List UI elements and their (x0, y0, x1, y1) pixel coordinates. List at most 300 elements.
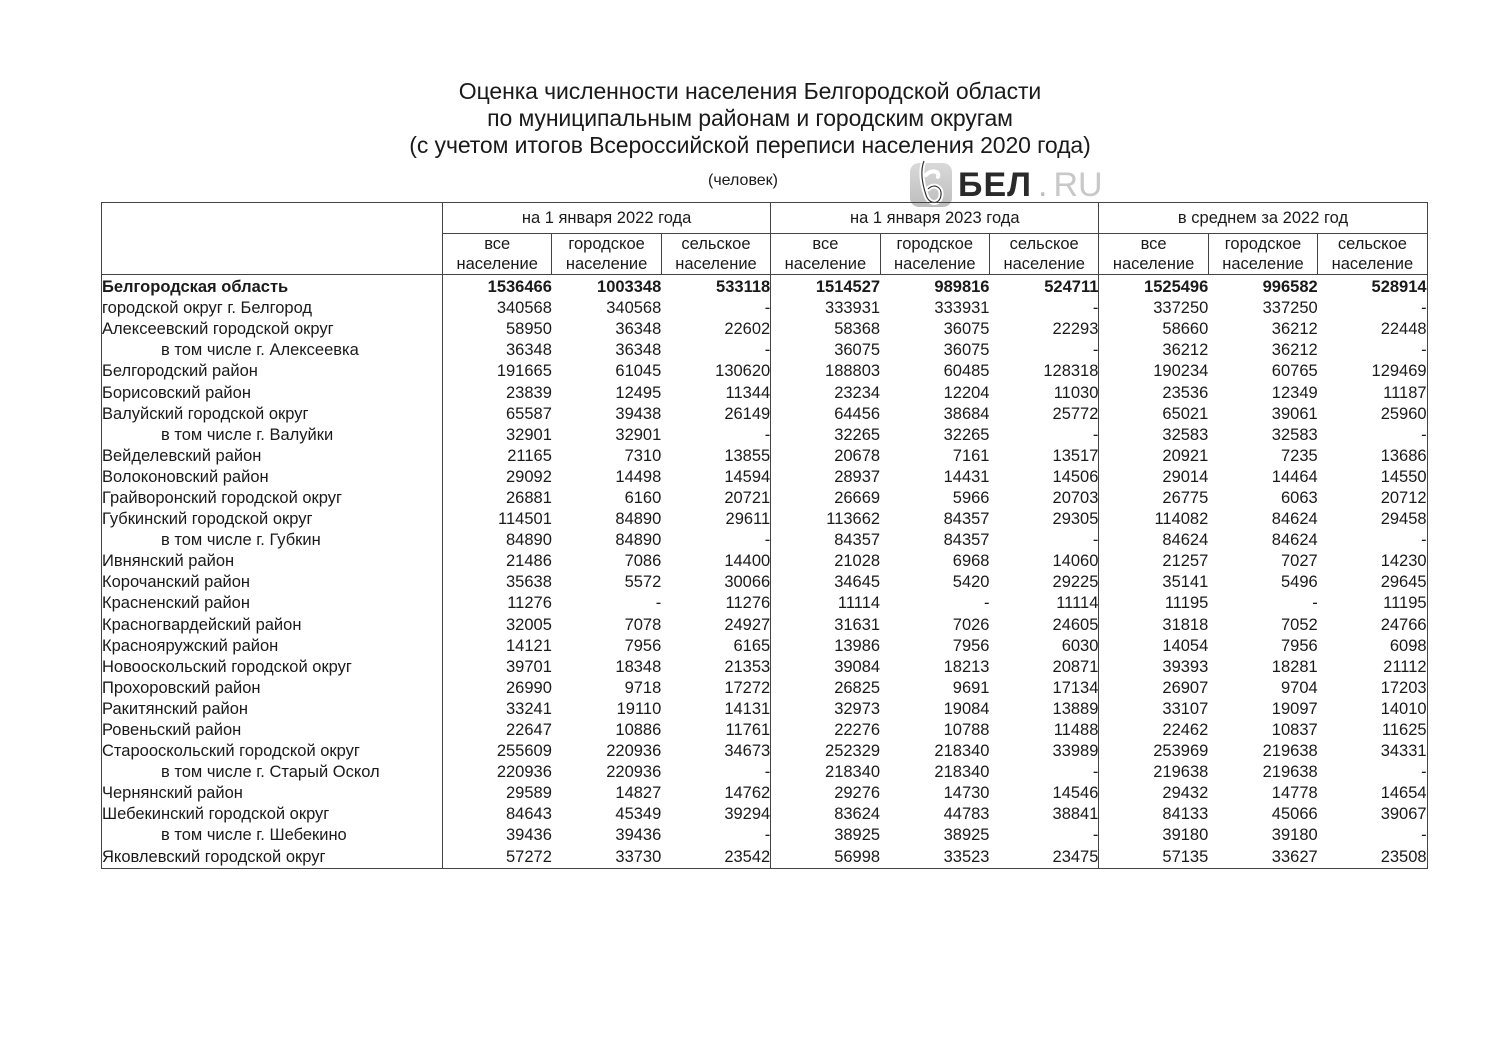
row-value: - (764, 341, 771, 360)
row-value: 33241 (443, 699, 552, 720)
row-value: 22293 (1052, 320, 1099, 339)
row-value: 58950 (443, 319, 552, 340)
table-row (102, 847, 1428, 869)
row-value: - (1421, 299, 1427, 318)
row-value: 57272 (443, 847, 552, 869)
row-value: 7956 (952, 636, 990, 655)
row-name: Губкинский городской округ (102, 510, 313, 529)
row-name: в том числе г. Валуйки (161, 425, 334, 444)
row-value: 7956 (624, 636, 662, 655)
title-line-1: Оценка численности населения Белгородской области (458, 78, 1042, 104)
table-row (102, 488, 1428, 509)
row-value: 6160 (624, 488, 662, 507)
row-value: 39084 (771, 657, 880, 678)
row-value: 23475 (989, 847, 1098, 869)
row-value: 11114 (1056, 594, 1099, 613)
row-value: 13889 (1052, 699, 1099, 718)
row-name: в том числе г. Алексеевка (161, 341, 359, 360)
table-row (102, 615, 1428, 636)
row-value: 22647 (443, 720, 552, 741)
row-value: 114082 (1099, 509, 1208, 530)
row-name: Валуйский городской округ (102, 404, 309, 423)
row-value: 218340 (934, 742, 990, 761)
row-value: 33989 (1052, 742, 1099, 761)
row-value: 32901 (615, 425, 662, 444)
row-name: Ровеньский район (102, 721, 242, 740)
row-value: 36348 (443, 340, 552, 361)
row-value: 45349 (615, 805, 662, 824)
row-value: 14464 (1271, 467, 1318, 486)
row-value: 29092 (443, 467, 552, 488)
row-value: 33730 (552, 847, 661, 869)
row-value: 340568 (606, 299, 662, 318)
row-value: 26825 (771, 678, 880, 699)
row-value: 7052 (1280, 615, 1318, 634)
row-name: Ракитянский район (102, 699, 249, 718)
row-name: Чернянский район (102, 784, 243, 803)
row-value: 7026 (952, 615, 990, 634)
header-sub-line2: население (675, 255, 757, 273)
row-value: 84624 (1271, 510, 1318, 529)
row-value: 36212 (1271, 320, 1318, 339)
row-value: 36075 (771, 340, 880, 361)
row-value: 7078 (624, 615, 662, 634)
row-value: 29458 (1380, 510, 1427, 529)
row-value: 29611 (725, 510, 771, 529)
row-name: Краснояружский район (102, 636, 279, 655)
row-value: - (764, 763, 771, 782)
header-sub-line1: городское (896, 235, 974, 253)
header-sub-line2: население (1003, 255, 1085, 273)
row-value: 22602 (724, 320, 771, 339)
row-value: 528914 (1371, 278, 1427, 297)
row-value: 26990 (443, 678, 552, 699)
row-value: 218340 (934, 763, 990, 782)
row-value: 33627 (1208, 847, 1317, 869)
table-row (102, 783, 1428, 804)
row-value: 19097 (1271, 699, 1318, 718)
table-row (102, 425, 1428, 446)
row-value: 35638 (443, 572, 552, 593)
row-value: 14778 (1271, 784, 1318, 803)
table-row (102, 467, 1428, 488)
row-value: 14400 (724, 552, 771, 571)
row-name: Волоконовский район (102, 467, 269, 486)
row-value: 31631 (771, 615, 880, 636)
row-value: 29276 (771, 783, 880, 804)
row-value: 32973 (771, 699, 880, 720)
table-row (102, 298, 1428, 319)
row-value: 14431 (943, 467, 990, 486)
row-value: - (1421, 763, 1427, 782)
header-sub-line1: все (812, 235, 839, 253)
header-sub-line2: население (1331, 255, 1414, 273)
row-value: 11195 (1383, 594, 1427, 613)
row-value: 39180 (1271, 826, 1318, 845)
header-sub-line2: население (456, 255, 538, 273)
watermark-text-ru: RU (1053, 165, 1103, 204)
row-value: 57135 (1099, 847, 1208, 869)
row-value: 5420 (952, 573, 990, 592)
header-group-row (102, 203, 1428, 234)
row-value: 113662 (771, 509, 880, 530)
row-value: 20703 (1052, 488, 1099, 507)
row-value: 23839 (443, 382, 552, 403)
row-value: 24605 (1052, 615, 1099, 634)
row-value: 58368 (771, 319, 880, 340)
row-value: 21165 (443, 446, 552, 467)
row-value: 18213 (943, 657, 990, 676)
row-value: - (764, 826, 771, 845)
row-value: 17203 (1380, 678, 1427, 697)
row-name: Алексеевский городской округ (102, 320, 334, 339)
table-body (102, 275, 1428, 869)
header-group-2022-jan: на 1 января 2022 года (443, 203, 771, 234)
table-row (102, 825, 1428, 846)
row-name: Корочанский район (102, 573, 251, 592)
table-row (102, 340, 1428, 361)
row-value: 31818 (1099, 615, 1208, 636)
row-value: 219638 (1262, 763, 1318, 782)
row-value: 38925 (943, 826, 990, 845)
row-value: 23536 (1099, 382, 1208, 403)
row-value: 39294 (724, 805, 771, 824)
row-value: 64456 (771, 404, 880, 425)
bel-logo-icon (910, 163, 952, 207)
row-value: 252329 (771, 741, 880, 762)
row-value: 1536466 (443, 275, 552, 299)
row-value: 12495 (615, 383, 662, 402)
row-name: Борисовский район (102, 383, 251, 402)
header-sub-line2: население (1222, 255, 1304, 273)
row-value: 191665 (443, 361, 552, 382)
row-value: 19084 (943, 699, 990, 718)
row-value: 32583 (1099, 425, 1208, 446)
row-value: 32265 (771, 425, 880, 446)
row-value: 6030 (1061, 636, 1099, 655)
row-value: 39701 (443, 657, 552, 678)
row-value: 6165 (733, 636, 771, 655)
row-value: - (764, 425, 771, 444)
row-value: 84890 (615, 531, 662, 550)
header-sub-line2: население (1112, 255, 1195, 273)
table-row (102, 657, 1428, 678)
row-value: 23234 (771, 382, 880, 403)
row-value: - (1092, 425, 1099, 444)
table-row (102, 446, 1428, 467)
header-sub-total (443, 234, 552, 275)
row-value: 7956 (1280, 636, 1318, 655)
row-value: 14230 (1380, 552, 1427, 571)
row-value: 38841 (1052, 805, 1099, 824)
header-sub-total (1099, 234, 1208, 275)
row-value: 32005 (443, 615, 552, 636)
row-value: 25960 (1380, 404, 1427, 423)
header-sub-urban (1208, 234, 1317, 275)
row-name: Вейделевский район (102, 446, 262, 465)
row-value: 14827 (615, 784, 662, 803)
row-value: 337250 (1099, 298, 1208, 319)
row-value: 14121 (443, 636, 552, 657)
row-value: 190234 (1099, 361, 1208, 382)
row-value: 129469 (1371, 362, 1427, 381)
row-value: 34673 (724, 742, 771, 761)
table-row (102, 572, 1428, 593)
row-value: 14546 (1052, 784, 1099, 803)
row-name: в том числе г. Старый Оскол (161, 763, 380, 782)
row-value: 21112 (1383, 657, 1427, 676)
row-value: - (764, 299, 771, 318)
row-value: 7310 (624, 446, 662, 465)
row-value: 9691 (952, 678, 990, 697)
row-value: 333931 (771, 298, 880, 319)
header-group-2023-jan: на 1 января 2023 года (771, 203, 1099, 234)
table-row (102, 699, 1428, 720)
row-value: - (1092, 341, 1099, 360)
table-row (102, 382, 1428, 403)
row-value: 188803 (771, 361, 880, 382)
row-value: 21028 (771, 551, 880, 572)
header-sub-total (771, 234, 880, 275)
row-value: 7086 (624, 552, 662, 571)
row-value: 13855 (724, 446, 771, 465)
header-sub-line1: все (1140, 235, 1167, 253)
table-row (102, 636, 1428, 657)
row-value: 12204 (943, 383, 990, 402)
row-value: 23542 (661, 847, 770, 869)
row-value: 44783 (943, 805, 990, 824)
row-value: 9704 (1280, 678, 1318, 697)
row-value: 20921 (1099, 446, 1208, 467)
row-value: 524711 (1044, 278, 1099, 297)
row-value: 32583 (1271, 425, 1318, 444)
table-row (102, 593, 1428, 614)
row-value: 6098 (1389, 636, 1427, 655)
row-value: - (1092, 763, 1099, 782)
table-row (102, 720, 1428, 741)
row-value: 21353 (724, 657, 771, 676)
row-value: 65587 (443, 404, 552, 425)
row-value: 39180 (1099, 825, 1208, 846)
row-value: 6968 (952, 552, 990, 571)
row-value: 10837 (1271, 721, 1318, 740)
row-value: 26669 (771, 488, 880, 509)
row-name: Красненский район (102, 594, 250, 613)
row-value: 83624 (771, 804, 880, 825)
row-name: Ивнянский район (102, 552, 235, 571)
row-value: 38925 (771, 825, 880, 846)
row-value: 220936 (443, 762, 552, 783)
row-value: 14594 (724, 467, 771, 486)
row-value: 29645 (1380, 573, 1427, 592)
row-value: 11488 (1053, 721, 1099, 740)
row-name: Яковлевский городской округ (102, 847, 443, 869)
row-value: 32265 (943, 425, 990, 444)
row-value: 36212 (1099, 340, 1208, 361)
row-value: - (655, 594, 662, 613)
row-value: 11761 (725, 721, 771, 740)
row-value: - (1421, 341, 1427, 360)
row-value: - (1092, 826, 1099, 845)
row-value: 29014 (1099, 467, 1208, 488)
row-value: 29432 (1099, 783, 1208, 804)
row-value: 20871 (1052, 657, 1099, 676)
row-value: 220936 (606, 742, 662, 761)
row-value: 26775 (1099, 488, 1208, 509)
row-value: 60765 (1271, 362, 1318, 381)
row-value: 13686 (1380, 446, 1427, 465)
header-sub-rural (661, 234, 770, 275)
header-sub-line1: все (484, 235, 511, 253)
row-value: 7235 (1280, 446, 1318, 465)
row-name: Белгородский район (102, 362, 258, 381)
row-value: 26907 (1099, 678, 1208, 699)
table-row (102, 678, 1428, 699)
row-value: 24766 (1380, 615, 1427, 634)
header-sub-line2: население (565, 255, 648, 273)
row-value: 533118 (716, 278, 771, 297)
row-value: 19110 (616, 699, 662, 718)
row-name: городской округ г. Белгород (102, 299, 313, 318)
row-value: 25772 (1052, 404, 1099, 423)
row-value: 34331 (1380, 742, 1427, 761)
row-value: 5496 (1280, 573, 1318, 592)
row-value: 29225 (1052, 573, 1099, 592)
units-label: (человек) (708, 172, 778, 189)
row-value: 84357 (943, 531, 990, 550)
row-value: - (1421, 425, 1427, 444)
row-value: 11276 (443, 593, 552, 614)
table-row (102, 762, 1428, 783)
row-value: 219638 (1099, 762, 1208, 783)
row-value: 26881 (443, 488, 552, 509)
table-row (102, 404, 1428, 425)
row-value: 22462 (1099, 720, 1208, 741)
row-value: 14498 (615, 467, 662, 486)
row-value: 21257 (1099, 551, 1208, 572)
row-value: 36075 (943, 320, 990, 339)
row-value: 84133 (1099, 804, 1208, 825)
row-value: 340568 (443, 298, 552, 319)
row-value: 39436 (615, 826, 662, 845)
row-value: 36075 (943, 341, 990, 360)
row-name: Белгородская область (102, 278, 289, 297)
watermark-text-bel: БЕЛ (958, 165, 1032, 204)
row-value: 84357 (771, 530, 880, 551)
header-sub-rural (989, 234, 1098, 275)
title-line-2: по муниципальным районам и городским округам (487, 105, 1013, 131)
row-value: 337250 (1262, 299, 1318, 318)
row-value: 14131 (724, 699, 771, 718)
row-name: Прохоровский район (102, 678, 261, 697)
row-value: 7027 (1280, 552, 1318, 571)
row-value: 32901 (443, 425, 552, 446)
row-value: 36348 (615, 341, 662, 360)
table-row (102, 275, 1428, 299)
row-value: - (1421, 826, 1427, 845)
row-value: 84890 (615, 510, 662, 529)
row-value: 17134 (1052, 678, 1099, 697)
row-value: 1003348 (597, 278, 662, 297)
header-sub-urban (552, 234, 661, 275)
row-value: 39061 (1271, 404, 1318, 423)
row-value: 114501 (443, 509, 552, 530)
row-value: 17272 (724, 678, 771, 697)
table-row (102, 551, 1428, 572)
row-value: 29589 (443, 783, 552, 804)
row-value: 11114 (771, 593, 880, 614)
row-value: 30066 (724, 573, 771, 592)
row-value: 220936 (606, 763, 662, 782)
header-sub-line1: сельское (1337, 235, 1407, 253)
row-value: 14762 (724, 784, 771, 803)
header-sub-line1: сельское (681, 235, 751, 253)
row-value: 20712 (1380, 488, 1427, 507)
row-value: 6063 (1280, 488, 1318, 507)
row-value: 253969 (1099, 741, 1208, 762)
row-value: 84624 (1271, 531, 1318, 550)
row-value: 39067 (1380, 805, 1427, 824)
row-value: 11276 (725, 594, 771, 613)
header-sub-line1: городское (1224, 235, 1302, 253)
row-value: 130620 (715, 362, 771, 381)
row-value: 14654 (1380, 784, 1427, 803)
row-value: 23508 (1318, 847, 1427, 869)
row-name: в том числе г. Губкин (161, 531, 321, 550)
row-value: 26149 (724, 404, 771, 423)
row-value: 84624 (1099, 530, 1208, 551)
row-name: в том числе г. Шебекино (161, 826, 347, 845)
row-value: 10788 (943, 721, 990, 740)
watermark-dot: . (1037, 165, 1048, 204)
table-row (102, 804, 1428, 825)
row-value: 36212 (1271, 341, 1318, 360)
row-value: 39393 (1099, 657, 1208, 678)
row-value: 33523 (880, 847, 989, 869)
row-value: 14550 (1380, 467, 1427, 486)
row-value: 11195 (1099, 593, 1208, 614)
title-line-3: (с учетом итогов Всероссийской переписи населения 2020 года) (409, 132, 1091, 158)
row-name: Шебекинский городской округ (102, 805, 330, 824)
row-value: 218340 (771, 762, 880, 783)
row-value: 33107 (1099, 699, 1208, 720)
row-value: 22276 (771, 720, 880, 741)
row-value: 219638 (1262, 742, 1318, 761)
row-value: 29305 (1052, 510, 1099, 529)
table-row (102, 741, 1428, 762)
population-table (101, 202, 1428, 869)
row-value: 14730 (943, 784, 990, 803)
row-value: 28937 (771, 467, 880, 488)
row-value: 128318 (1043, 362, 1099, 381)
row-value: - (1312, 594, 1318, 613)
row-value: - (1421, 531, 1427, 550)
row-value: 18348 (615, 657, 662, 676)
row-value: 14060 (1052, 552, 1099, 571)
row-value: 996582 (1262, 278, 1318, 297)
row-value: 22448 (1380, 320, 1427, 339)
row-value: 18281 (1271, 657, 1318, 676)
row-value: 11344 (725, 383, 771, 402)
row-value: 39436 (443, 825, 552, 846)
header-sub-rural (1318, 234, 1427, 275)
header-sub-line2: население (784, 255, 867, 273)
row-value: 14506 (1052, 467, 1099, 486)
header-sub-urban (880, 234, 989, 275)
row-value: - (983, 594, 990, 613)
row-value: 65021 (1099, 404, 1208, 425)
row-value: 7161 (952, 446, 990, 465)
